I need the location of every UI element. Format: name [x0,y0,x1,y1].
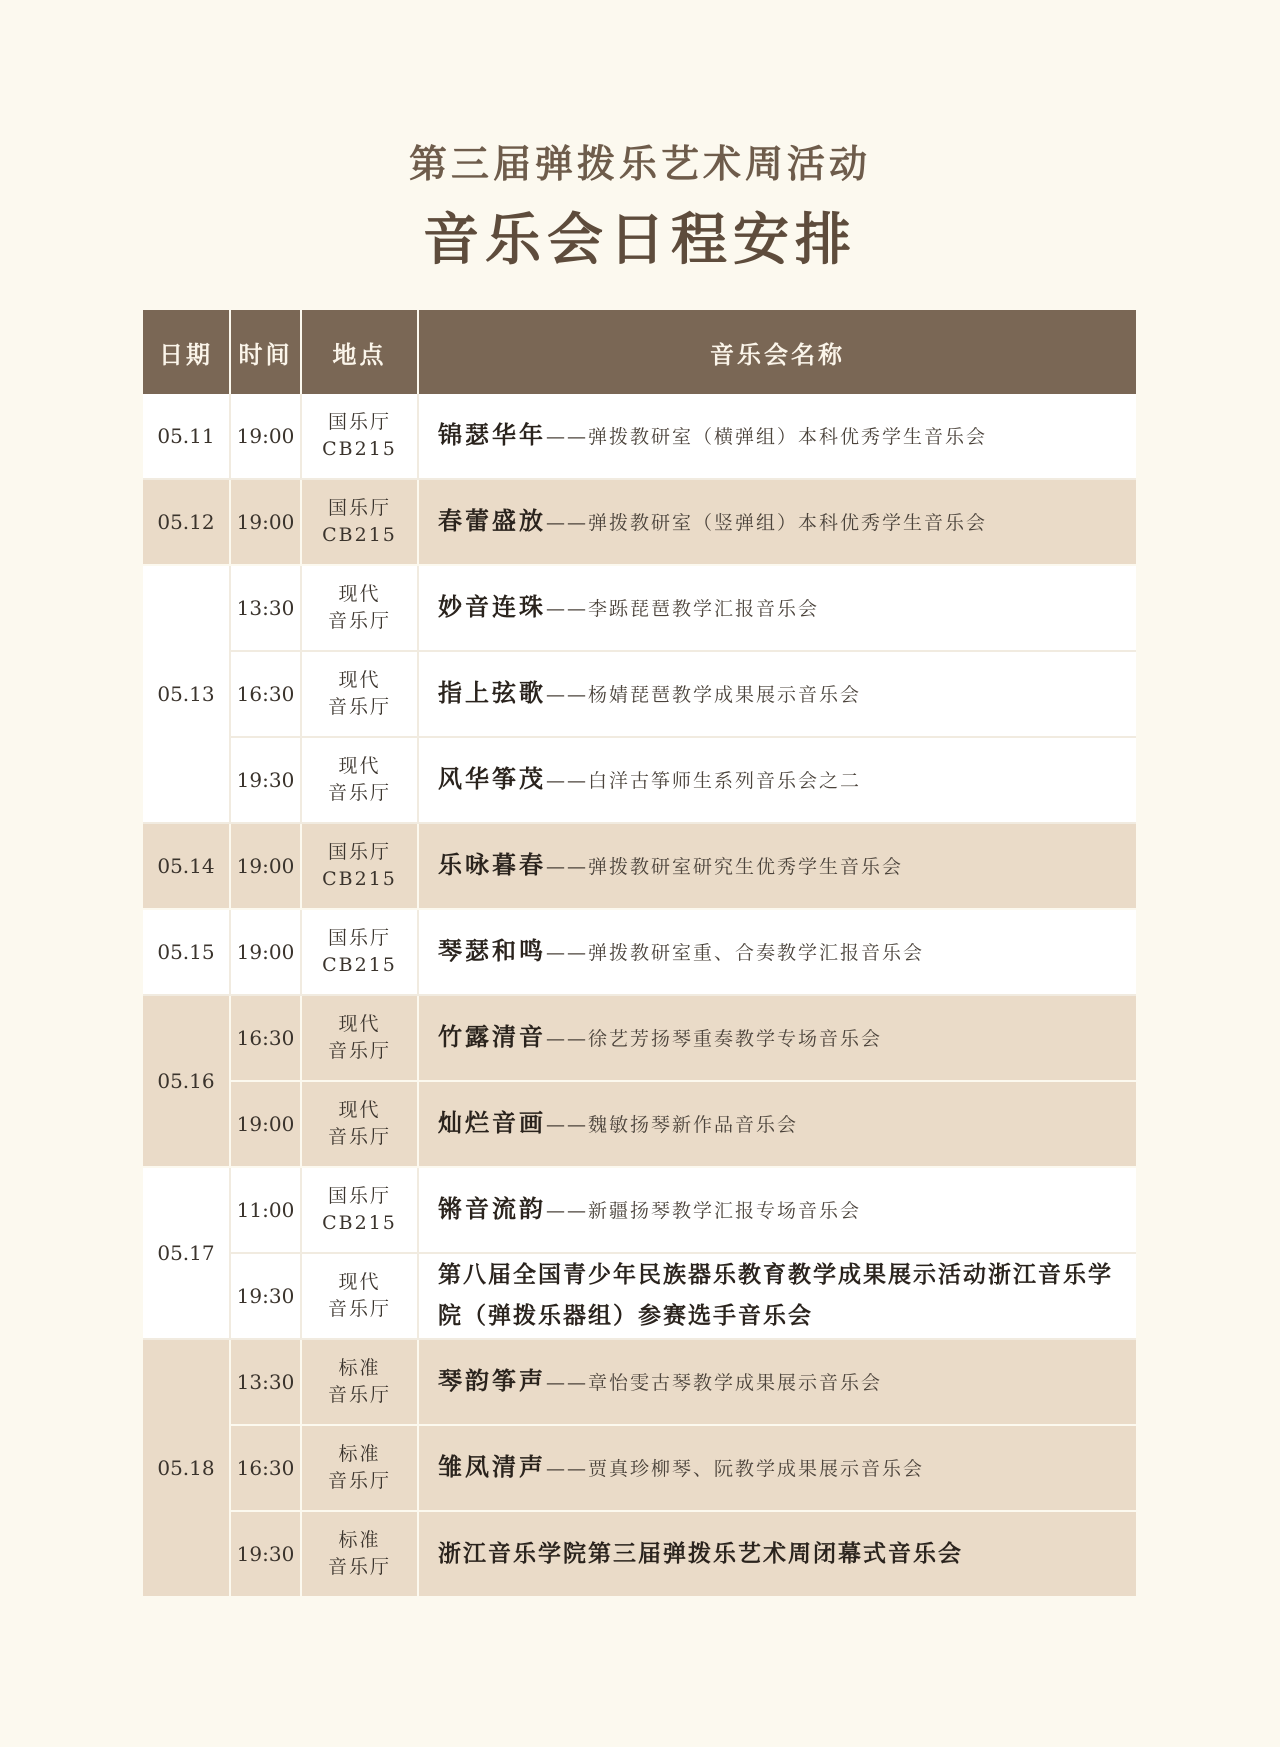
time-cell: 19:30 [230,1511,301,1597]
concert-description: ——弹拨教研室重、合奏教学汇报音乐会 [546,942,925,964]
time-cell: 13:30 [230,565,301,651]
date-cell: 05.14 [143,823,230,909]
time-cell: 19:30 [230,737,301,823]
venue-line2: 音乐厅 [327,1040,391,1062]
venue-cell [301,1339,418,1425]
time-cell: 13:30 [230,1339,301,1425]
concert-description: ——弹拨教研室（竖弹组）本科优秀学生音乐会 [546,512,988,534]
venue-line1: 标准 [338,1529,381,1551]
concert-description: ——新疆扬琴教学汇报专场音乐会 [546,1200,862,1222]
concert-title: 浙江音乐学院第三届弹拨乐艺术周闭幕式音乐会 [438,1539,963,1567]
time-cell: 19:00 [230,823,301,909]
venue-line1: 现代 [338,755,381,777]
concert-description: ——杨婧琵琶教学成果展示音乐会 [546,684,862,706]
concert-name-cell [418,1511,1136,1597]
time-cell: 16:30 [230,651,301,737]
time-cell: 16:30 [230,1425,301,1511]
concert-title: 竹露清音 [438,1022,546,1051]
venue-line1: 标准 [338,1357,381,1379]
concert-description: ——徐艺芳扬琴重奏教学专场音乐会 [546,1028,883,1050]
concert-name-cell [418,394,1136,479]
concert-title: 锵音流韵 [438,1194,546,1223]
concert-title: 第八届全国青少年民族器乐教育教学成果展示活动浙江音乐学院（弹拨乐器组）参赛选手音乐会 [438,1261,1113,1329]
date-cell: 05.15 [143,909,230,995]
date-cell: 05.18 [143,1339,230,1597]
venue-cell [301,1253,418,1339]
venue-line2: 音乐厅 [327,1126,391,1148]
venue-line2: CB215 [322,524,397,546]
table-row [143,995,1136,1081]
venue-line2: 音乐厅 [327,782,391,804]
time-cell: 19:00 [230,1081,301,1167]
table-row [143,1081,1136,1167]
venue-cell [301,394,418,479]
concert-name-cell [418,651,1136,737]
table-row [143,394,1136,479]
table-row [143,1253,1136,1339]
concert-title: 妙音连珠 [438,592,546,621]
venue-line2: 音乐厅 [327,1470,391,1492]
column-header-time: 时间 [230,310,301,394]
venue-line1: 现代 [338,1013,381,1035]
venue-line1: 国乐厅 [327,411,391,433]
venue-line1: 国乐厅 [327,841,391,863]
time-cell: 19:30 [230,1253,301,1339]
venue-line2: 音乐厅 [327,1556,391,1578]
page-title-line2: 音乐会日程安排 [423,207,857,273]
concert-title: 琴韵筝声 [438,1366,546,1395]
table-row [143,479,1136,565]
table-row [143,1339,1136,1425]
venue-line2: CB215 [322,954,397,976]
concert-name-cell [418,1081,1136,1167]
time-cell: 19:00 [230,394,301,479]
table-row [143,1511,1136,1597]
date-cell: 05.11 [143,394,230,479]
venue-line1: 标准 [338,1443,381,1465]
concert-description: ——李跞琵琶教学汇报音乐会 [546,598,820,620]
concert-title: 琴瑟和鸣 [438,936,546,965]
table-header-row [143,310,1136,394]
page-title-line1: 第三届弹拨乐艺术周活动 [408,141,871,186]
venue-line1: 现代 [338,1271,381,1293]
time-cell: 11:00 [230,1167,301,1253]
venue-line1: 国乐厅 [327,1185,391,1207]
venue-cell [301,651,418,737]
venue-line2: 音乐厅 [327,696,391,718]
venue-cell [301,1425,418,1511]
venue-cell [301,909,418,995]
concert-name-cell [418,1425,1136,1511]
table-row [143,1425,1136,1511]
venue-cell [301,1081,418,1167]
venue-cell [301,737,418,823]
table-row [143,565,1136,651]
date-cell: 05.12 [143,479,230,565]
venue-line1: 国乐厅 [327,927,391,949]
concert-name-cell [418,565,1136,651]
venue-cell [301,1167,418,1253]
column-header-venue: 地点 [301,310,418,394]
venue-cell [301,1511,418,1597]
time-cell: 19:00 [230,479,301,565]
venue-line2: 音乐厅 [327,1298,391,1320]
venue-cell [301,823,418,909]
concert-name-cell [418,823,1136,909]
concert-title: 风华筝茂 [438,764,546,793]
time-cell: 19:00 [230,909,301,995]
date-cell: 05.13 [143,565,230,823]
column-header-date: 日期 [143,310,230,394]
venue-line2: CB215 [322,868,397,890]
concert-name-cell [418,995,1136,1081]
table-row [143,737,1136,823]
concert-name-cell [418,737,1136,823]
table-row [143,1167,1136,1253]
venue-line1: 现代 [338,1099,381,1121]
time-cell: 16:30 [230,995,301,1081]
concert-title: 锦瑟华年 [438,420,546,449]
concert-description: ——章怡雯古琴教学成果展示音乐会 [546,1372,883,1394]
concert-title: 雏凤清声 [438,1452,546,1481]
schedule-table [143,310,1136,1598]
concert-name-cell [418,479,1136,565]
venue-line2: CB215 [322,438,397,460]
venue-line2: 音乐厅 [327,1384,391,1406]
concert-description: ——魏敏扬琴新作品音乐会 [546,1114,799,1136]
venue-line1: 现代 [338,583,381,605]
concert-title: 指上弦歌 [438,678,546,707]
table-row [143,909,1136,995]
concert-name-cell [418,909,1136,995]
date-cell: 05.17 [143,1167,230,1339]
venue-cell [301,565,418,651]
venue-line2: CB215 [322,1212,397,1234]
concert-title: 灿烂音画 [438,1108,546,1137]
concert-title: 春蕾盛放 [438,506,546,535]
concert-description: ——白洋古筝师生系列音乐会之二 [546,770,862,792]
concert-name-cell [418,1167,1136,1253]
venue-line2: 音乐厅 [327,610,391,632]
concert-title: 乐咏暮春 [438,850,546,879]
concert-name-cell [418,1253,1136,1339]
concert-description: ——弹拨教研室（横弹组）本科优秀学生音乐会 [546,426,988,448]
table-row [143,651,1136,737]
concert-description: ——弹拨教研室研究生优秀学生音乐会 [546,856,904,878]
venue-cell [301,995,418,1081]
table-row [143,823,1136,909]
date-cell: 05.16 [143,995,230,1167]
venue-cell [301,479,418,565]
venue-line1: 国乐厅 [327,497,391,519]
column-header-concert-name: 音乐会名称 [418,310,1136,394]
venue-line1: 现代 [338,669,381,691]
concert-name-cell [418,1339,1136,1425]
concert-description: ——贾真珍柳琴、阮教学成果展示音乐会 [546,1458,925,1480]
